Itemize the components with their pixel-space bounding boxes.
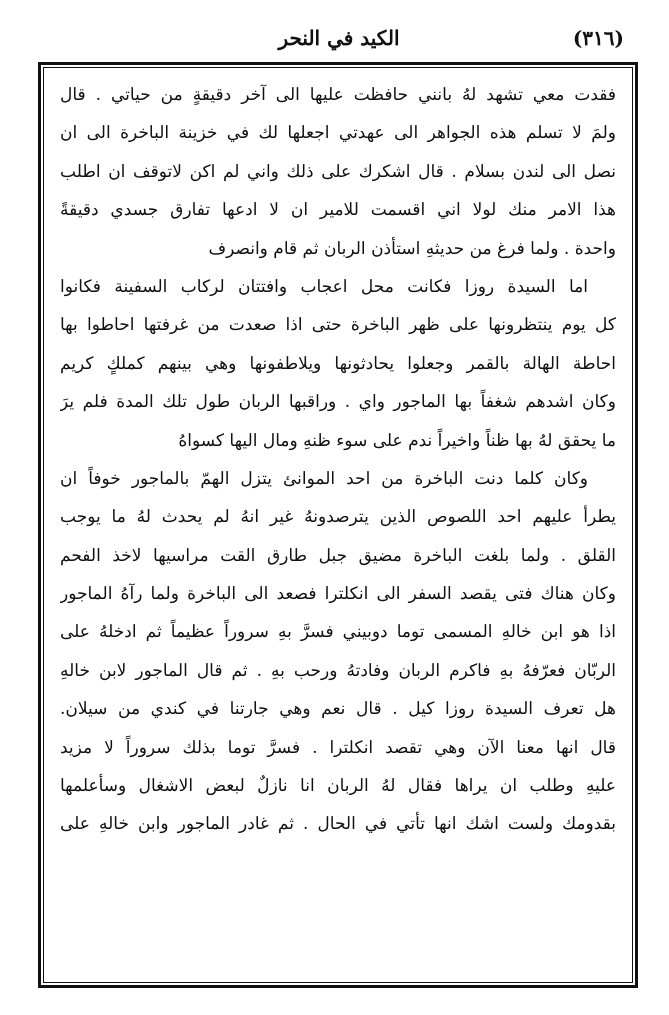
text-line: ما يحقق لهُ بها ظناً واخيراً ندم على سوء ظنهِ ومال اليها كسواهُ xyxy=(178,430,616,451)
text-line: كل يوم ينتظرونها على ظهر الباخرة حتى اذا صعدت من غرفتها احاطوا بها xyxy=(60,315,616,336)
text-line: وكان اشدهم شغفاً بها الماجور واي . وراقبها الربان طول تلك المدة فلم يرَ xyxy=(60,392,616,413)
text-line: الربّان فعرّفهُ بهِ فاكرم الربان وفادتهُ ورحب بهِ . ثم قال الماجور لابن خالهِ xyxy=(60,660,616,681)
text-line: هل تعرف السيدة روزا كيل . قال نعم وهي جارتنا في كندي من سيلان. xyxy=(60,699,616,720)
text-line: نصل الى لندن بسلام . قال اشكرك على ذلك واني لم اكن لاتوقف ان اطلب xyxy=(60,161,616,182)
text-line: ولمَ لا تسلم هذه الجواهر الى عهدتي اجعلها لك في خزينة الباخرة الى ان xyxy=(60,123,616,144)
running-title: الكيد في النحر xyxy=(278,26,400,50)
text-line: وكان هناك فتى يقصد السفر الى انكلترا فصعد الى الباخرة ولما رآهُ الماجور xyxy=(60,584,616,605)
text-line: اما السيدة روزا فكانت محل اعجاب وافتتان لركاب السفينة فكانوا xyxy=(60,276,588,297)
page-header xyxy=(44,26,634,62)
page-number: (٣١٦) xyxy=(572,26,624,50)
text-line: عليهِ وطلب ان يراها فقال لهُ الربان انا نازلٌ لبعض الاشغال وسأعلمها xyxy=(60,776,616,797)
text-line: احاطة الهالة بالقمر وجعلوا يحادثونها ويلاطفونها وهي بينهم كملكٍ كريم xyxy=(60,353,616,374)
text-line: وكان كلما دنت الباخرة من احد الموانئ يتزل الهمّ بالماجور خوفاً ان xyxy=(60,468,588,489)
text-line: فقدت معي تشهد لهُ بانني حافظت عليها الى آخر دقيقةٍ من حياتي . قال xyxy=(60,85,616,105)
text-line: القلق . ولما بلغت الباخرة مضيق جبل طارق القت مراسيها لاخذ الفحم xyxy=(60,545,616,566)
text-line: واحدة . ولما فرغ من حديثهِ استأذن الربان ثم قام وانصرف xyxy=(208,238,616,259)
text-line: بقدومك ولست اشك انها تأتي في الحال . ثم غادر الماجور وابن خالهِ على xyxy=(60,814,616,835)
text-line: قال انها معنا الآن وهي تقصد انكلترا . فسرَّ توما بذلك سروراً لا مزيد xyxy=(60,737,616,758)
text-line: هذا الامر منك لولا اني اقسمت للامير ان لا ادعها تفارق جسدي دقيقةً xyxy=(60,200,616,221)
text-line: اذا هو ابن خالهِ المسمى توما دوبيني فسرَّ بهِ سروراً عظيماً ثم ادخلهُ على xyxy=(60,622,616,643)
body-text xyxy=(60,76,616,844)
text-line: يطرأ عليهم احد اللصوص الذين يترصدونهُ غير انهُ لم يحدث لهُ ما يوجب xyxy=(60,507,616,528)
